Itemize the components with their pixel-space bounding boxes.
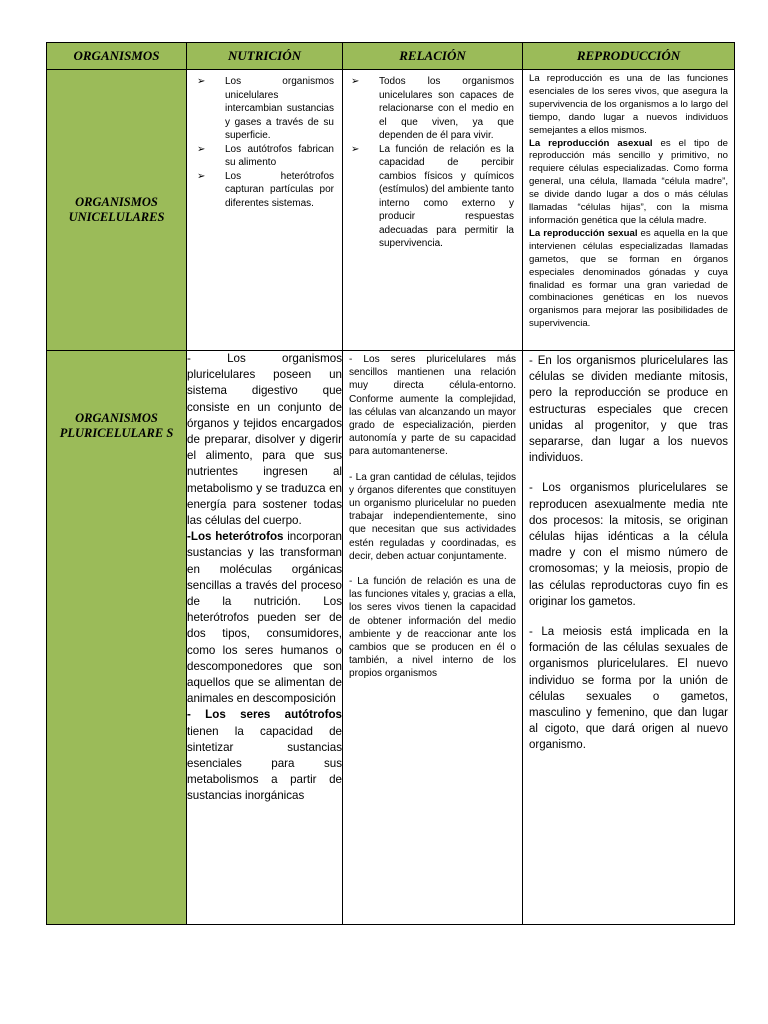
content-table [46, 42, 735, 925]
header-row [47, 43, 735, 70]
paragraph [187, 707, 342, 804]
cell-reproduccion-pluricelulares [523, 351, 735, 925]
list-item: ➢ Los organismos unicelulares intercambian sustancias y gases a través de su superficie. [197, 75, 334, 143]
list-item: ➢ Los heterótrofos capturan partículas por diferentes sistemas. [197, 170, 334, 211]
bold-term: La reproducción asexual [529, 137, 653, 149]
row-pluricelulares [47, 351, 735, 925]
paragraph: - La meiosis está implicada en la formación de las células sexuales de organismos pluricelulares. El nuevo individuo se forma por la unión de células sexuales o gametos, masculino y femenino, que dan lugar al cigoto, que dará origen al nuevo organismo. [529, 626, 728, 752]
paragraph: - En los organismos pluricelulares las células se dividen mediante mitosis, pero la reproducción se produce en estructuras especiales que crecen unidas al progenitor, y que tras separarse, dan lugar a los nuevos individuos. [529, 355, 728, 465]
paragraph: - Los organismos pluricelulares se reproducen asexualmente media nte dos procesos: la mitosis, se originan células hijas idénticas a la célula madre y con el mismo número de cromosomas; y la meiosis, propio de las células reproductoras cuyo fin es originar los gametos. [529, 482, 728, 608]
bold-term: La reproducción sexual [529, 227, 638, 239]
header-nutricion: NUTRICIÓN [187, 43, 343, 70]
paragraph [529, 228, 728, 331]
list-item: ➢ Todos los organismos unicelulares son capaces de relacionarse con el medio en el que viven, ya que dependen de él para vivir. [351, 75, 514, 143]
header-relacion: RELACIÓN [343, 43, 523, 70]
paragraph: - La función de relación es una de las funciones vitales y, gracias a ella, los seres vivos tienen la capacidad de obtener información del medio ambiente y de reaccionar ante los cambios que se producen en él o también, a nivel interno de los propios organismos [349, 576, 516, 680]
paragraph: - Los seres pluricelulares más sencillos mantienen una relación muy directa célula-entorno. Conforme aumente la complejidad, las células van alcanzando un mayor grado de especialización, pierden autonomía y parte de su capacidad para automantenerse. [349, 354, 516, 458]
paragraph-text: tienen la capacidad de sintetizar sustancias esenciales para sus metabolismos a partir de sustancias inorgánicas [187, 724, 342, 803]
cell-nutricion-pluricelulares [187, 351, 343, 925]
cell-nutricion-unicelulares [187, 70, 343, 351]
cell-relacion-pluricelulares [343, 351, 523, 925]
row-label-unicelulares: ORGANISMOS UNICELULARES [47, 70, 187, 351]
paragraph-text: es aquella en la que intervienen células especializadas llamadas gametos, que se forman en órganos especiales denominados gónadas y cuya finalidad es formar una gran variedad de combinaciones genéticas en los nuevos organismos para mejorar las posibilidades de supervivencia. [529, 227, 728, 330]
list-item: ➢ La función de relación es la capacidad de percibir cambios físicos y químicos (estímulos) del ambiente tanto interno como externo y producir respuestas adecuadas para permitir la supervivencia. [351, 143, 514, 251]
cell-reproduccion-unicelulares [523, 70, 735, 351]
bold-term: - Los seres autótrofos [187, 708, 342, 722]
header-reproduccion: REPRODUCCIÓN [523, 43, 735, 70]
paragraph-text: es el tipo de reproducción más sencillo y primitivo, no requiere células especializadas. Como forma general, una célula, llamada “célula madre”, se divide dando lugar a dos o más células llamadas “células hijas”, con la misma información genética que la célula madre. [529, 137, 729, 226]
row-label-pluricelulares: ORGANISMOS PLURICELULARE S [47, 351, 187, 925]
row-unicelulares [47, 70, 735, 351]
paragraph [529, 138, 728, 228]
paragraph [187, 529, 342, 707]
paragraph: - La gran cantidad de células, tejidos y órganos diferentes que constituyen un organismo pluricelular no pueden trabajar independientemente, sino que necesitan que sus actividades estén reguladas y coordinadas, es decir, deben actuar conjuntamente. [349, 471, 516, 562]
cell-relacion-unicelulares [343, 70, 523, 351]
paragraph: - Los organismos pluricelulares poseen un sistema digestivo que consiste en un conjunto de órganos y tejidos encargados de preparar, disolver y digerir el alimento, para que sus nutrientes ingresen al metabolismo y se traduzca en energía para sostener todas las células del cuerpo. [187, 352, 342, 528]
bold-term: -Los heterótrofos [187, 530, 284, 544]
paragraph-text: incorporan sustancias y las transforman en moléculas orgánicas sencillas a través del proceso de la nutrición. Los heterótrofos pueden ser de dos tipos, consumidores, como los seres humanos o descomponedores que son aquellos que se alimentan de animales en descomposición [187, 530, 342, 706]
header-organismos: ORGANISMOS [47, 43, 187, 70]
list-item: ➢ Los autótrofos fabrican su alimento [197, 143, 334, 170]
paragraph: La reproducción es una de las funciones esenciales de los seres vivos, que asegura la supervivencia de los organismos a lo largo del tiempo, dando lugar a nuevos individuos semejantes a ellos mismos. [529, 73, 728, 136]
